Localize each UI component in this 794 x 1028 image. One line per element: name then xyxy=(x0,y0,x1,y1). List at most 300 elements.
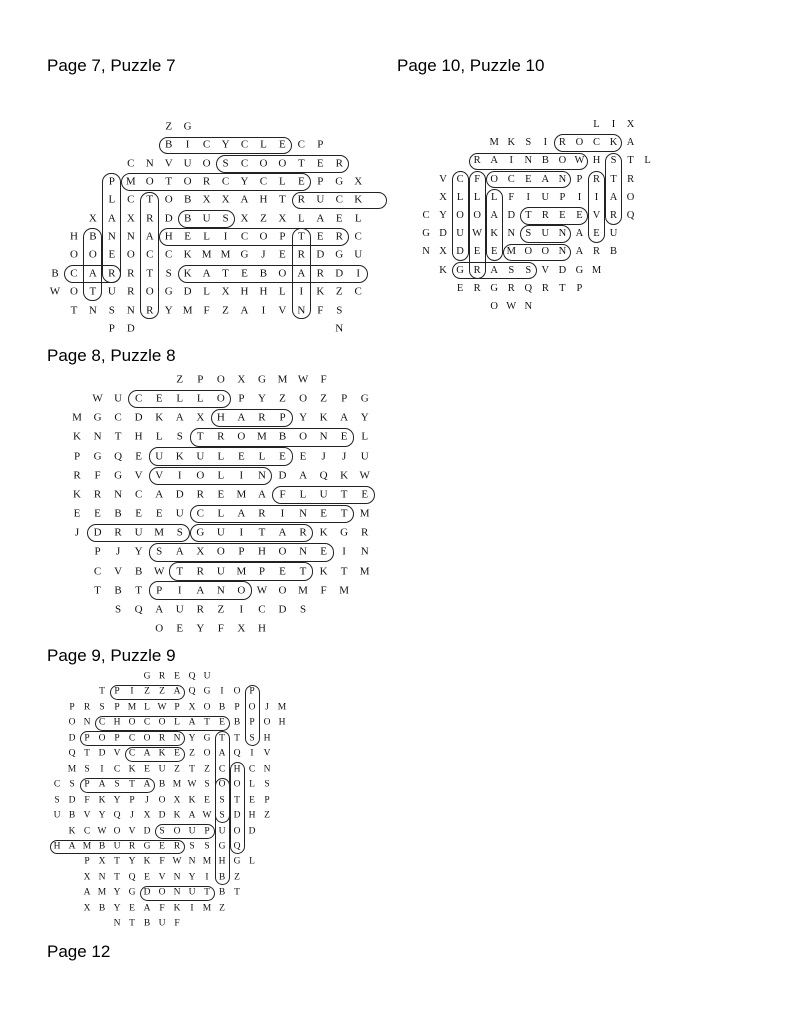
grid-letter: G xyxy=(240,248,249,261)
grid-letter: M xyxy=(67,763,77,774)
grid-letter: U xyxy=(203,671,211,682)
grid-letter: H xyxy=(164,230,173,243)
grid-letter: K xyxy=(319,411,328,424)
grid-letter: N xyxy=(145,157,154,170)
grid-letter: O xyxy=(155,622,164,635)
grid-letter: E xyxy=(490,246,498,258)
grid-letter: O xyxy=(490,173,498,185)
grid-letter: J xyxy=(145,794,149,805)
grid-letter: T xyxy=(610,173,617,185)
grid-letter: S xyxy=(69,779,75,790)
grid-letter: C xyxy=(196,507,204,520)
grid-letter: E xyxy=(184,230,192,243)
grid-letter: O xyxy=(216,545,225,558)
grid-letter: H xyxy=(278,717,286,728)
grid-letter: R xyxy=(316,267,324,280)
grid-letter: N xyxy=(299,507,308,520)
grid-letter: W xyxy=(574,155,585,167)
grid-letter: K xyxy=(175,450,184,463)
grid-letter: H xyxy=(69,230,78,243)
grid-letter: A xyxy=(609,191,618,203)
grid-letter: Z xyxy=(176,373,184,386)
grid-letter: T xyxy=(340,565,348,577)
grid-letter: R xyxy=(146,304,154,316)
grid-letter: E xyxy=(204,794,210,805)
grid-letter: J xyxy=(130,810,134,821)
grid-letter: B xyxy=(98,841,106,852)
grid-letter: P xyxy=(279,230,286,243)
grid-letter: E xyxy=(279,248,286,261)
grid-letter: K xyxy=(490,227,498,239)
grid-letter: Z xyxy=(264,810,270,821)
grid-letter: A xyxy=(240,304,249,316)
grid-letter: O xyxy=(98,733,106,744)
found-word-circle xyxy=(588,171,605,243)
grid-letter: X xyxy=(240,212,249,225)
grid-letter: Z xyxy=(279,392,286,405)
grid-letter: R xyxy=(196,488,204,501)
grid-letter: F xyxy=(474,173,481,185)
grid-letter: K xyxy=(143,856,151,867)
grid-letter: H xyxy=(257,545,266,558)
grid-letter: I xyxy=(100,763,104,774)
grid-letter: L xyxy=(260,138,267,151)
puzzle-9-heading: Page 9, Puzzle 9 xyxy=(47,646,176,665)
grid-letter: E xyxy=(135,507,143,520)
grid-letter: C xyxy=(335,193,343,206)
grid-letter: T xyxy=(222,267,229,280)
grid-letter: K xyxy=(609,136,618,148)
grid-letter: B xyxy=(233,717,241,728)
grid-letter: K xyxy=(439,264,447,276)
grid-letter: O xyxy=(158,794,166,805)
grid-letter: O xyxy=(202,157,211,170)
grid-letter: K xyxy=(73,488,81,501)
grid-letter: F xyxy=(320,373,327,386)
grid-letter: S xyxy=(249,733,255,744)
grid-letter: U xyxy=(113,841,121,852)
grid-letter: S xyxy=(264,779,270,790)
grid-letter: O xyxy=(158,887,166,898)
grid-letter: O xyxy=(299,392,308,405)
grid-letter: X xyxy=(237,622,246,635)
grid-letter: O xyxy=(626,191,635,203)
grid-letter: H xyxy=(53,841,61,852)
grid-letter: O xyxy=(145,175,154,188)
grid-letter: D xyxy=(316,248,325,261)
grid-letter: Y xyxy=(128,856,136,867)
grid-letter: P xyxy=(249,717,255,728)
grid-letter: V xyxy=(128,825,136,836)
grid-letter: J xyxy=(261,248,266,261)
grid-letter: H xyxy=(263,733,271,744)
grid-letter: S xyxy=(156,545,163,558)
grid-letter: G xyxy=(203,686,211,697)
grid-letter: M xyxy=(506,246,516,258)
grid-letter: L xyxy=(217,450,225,463)
grid-letter: G xyxy=(233,856,241,867)
grid-letter: M xyxy=(257,430,267,443)
grid-letter: K xyxy=(73,430,81,443)
grid-letter: O xyxy=(126,248,135,261)
grid-letter: B xyxy=(218,887,226,898)
grid-letter: R xyxy=(158,671,166,682)
grid-letter: M xyxy=(236,488,247,501)
grid-letter: V xyxy=(155,469,164,482)
found-word-circle xyxy=(469,153,588,170)
grid-letter: S xyxy=(508,264,515,276)
grid-letter: J xyxy=(342,450,347,463)
grid-letter: B xyxy=(183,212,192,225)
grid-letter: X xyxy=(626,118,635,130)
grid-letter: H xyxy=(233,763,241,774)
grid-letter: G xyxy=(114,469,123,482)
grid-letter: K xyxy=(183,267,192,280)
grid-letter: O xyxy=(278,267,287,280)
grid-letter: T xyxy=(234,887,240,898)
grid-letter: T xyxy=(176,565,184,577)
grid-letter: X xyxy=(278,212,287,225)
grid-letter: P xyxy=(84,856,90,867)
grid-letter: H xyxy=(248,810,256,821)
grid-letter: G xyxy=(203,733,211,744)
grid-letter: M xyxy=(182,304,193,316)
grid-letter: X xyxy=(83,872,91,883)
grid-letter: S xyxy=(525,264,532,276)
grid-letter: P xyxy=(279,411,286,424)
grid-letter: B xyxy=(51,267,59,280)
grid-letter: A xyxy=(88,267,97,280)
grid-letter: C xyxy=(113,763,121,774)
grid-letter: A xyxy=(490,264,498,276)
grid-letter: A xyxy=(143,903,151,913)
grid-letter: R xyxy=(128,841,136,852)
grid-letter: V xyxy=(263,748,271,759)
grid-letter: D xyxy=(68,733,76,744)
grid-letter: K xyxy=(183,248,192,261)
grid-letter: L xyxy=(174,717,180,728)
grid-letter: C xyxy=(240,157,249,170)
grid-letter: T xyxy=(114,430,122,443)
grid-letter: P xyxy=(264,794,270,805)
grid-letter: O xyxy=(490,300,498,312)
grid-letter: P xyxy=(69,702,75,713)
grid-letter: O xyxy=(68,717,76,728)
grid-letter: E xyxy=(159,841,165,852)
grid-letter: N xyxy=(263,763,271,774)
grid-letter: A xyxy=(297,267,306,280)
grid-letter: I xyxy=(342,545,346,558)
grid-letter: T xyxy=(204,887,210,898)
grid-letter: H xyxy=(134,430,143,443)
grid-letter: E xyxy=(279,138,286,151)
grid-letter: A xyxy=(188,717,196,728)
grid-letter: A xyxy=(175,545,184,558)
grid-letter: G xyxy=(257,373,266,386)
grid-letter: F xyxy=(279,488,286,501)
grid-letter: B xyxy=(541,155,549,167)
grid-letter: U xyxy=(360,450,369,463)
grid-letter: N xyxy=(126,304,135,316)
grid-letter: H xyxy=(592,155,601,167)
grid-letter: W xyxy=(359,469,370,482)
grid-letter: B xyxy=(68,810,76,821)
found-word-circle xyxy=(452,262,537,279)
grid-letter: J xyxy=(265,702,269,713)
grid-letter: E xyxy=(473,246,481,258)
grid-letter: H xyxy=(218,856,226,867)
grid-letter: R xyxy=(146,212,154,225)
grid-letter: Z xyxy=(219,903,225,913)
grid-letter: T xyxy=(89,285,97,298)
grid-letter: A xyxy=(155,603,164,616)
grid-letter: I xyxy=(250,748,254,759)
grid-letter: T xyxy=(299,565,307,577)
grid-letter: B xyxy=(114,584,122,597)
grid-letter: X xyxy=(354,175,363,188)
grid-letter: E xyxy=(174,748,180,759)
grid-letter: D xyxy=(558,264,567,276)
grid-letter: U xyxy=(609,227,618,239)
grid-letter: Z xyxy=(174,763,180,774)
grid-letter: O xyxy=(164,193,173,206)
grid-letter: C xyxy=(70,267,78,280)
grid-letter: K xyxy=(319,526,328,539)
grid-letter: G xyxy=(183,120,192,133)
grid-letter: I xyxy=(239,603,244,616)
grid-letter: V xyxy=(114,565,123,577)
grid-letter: C xyxy=(248,763,256,774)
grid-letter: F xyxy=(159,856,165,867)
grid-letter: T xyxy=(234,733,240,744)
grid-letter: B xyxy=(278,430,287,443)
grid-letter: U xyxy=(319,488,328,501)
grid-letter: P xyxy=(94,545,101,558)
grid-letter: T xyxy=(129,918,135,929)
grid-letter: H xyxy=(257,622,266,635)
grid-letter: C xyxy=(202,138,211,151)
grid-letter: Y xyxy=(113,887,121,898)
grid-letter: O xyxy=(113,825,121,836)
grid-letter: B xyxy=(183,193,192,206)
grid-letter: T xyxy=(279,193,286,206)
grid-letter: N xyxy=(335,322,344,335)
grid-letter: S xyxy=(525,227,532,239)
grid-letter: E xyxy=(174,671,180,682)
grid-letter: E xyxy=(340,430,348,443)
grid-letter: F xyxy=(203,304,210,316)
grid-letter: O xyxy=(575,136,584,148)
grid-letter: U xyxy=(316,193,325,206)
grid-letter: A xyxy=(98,779,106,790)
grid-letter: L xyxy=(217,469,225,482)
grid-letter: M xyxy=(591,264,602,276)
grid-letter: C xyxy=(165,248,173,261)
found-word-circle xyxy=(486,171,571,188)
grid-letter: S xyxy=(219,810,225,821)
grid-letter: G xyxy=(93,450,102,463)
grid-letter: R xyxy=(83,702,91,713)
grid-letter: P xyxy=(156,584,163,597)
grid-letter: U xyxy=(158,763,166,774)
grid-letter: L xyxy=(456,191,464,203)
grid-letter: C xyxy=(297,138,306,151)
grid-letter: T xyxy=(165,175,173,188)
grid-letter: C xyxy=(146,248,154,261)
grid-letter: U xyxy=(158,918,166,929)
grid-letter: I xyxy=(130,686,134,697)
grid-letter: U xyxy=(107,285,116,298)
grid-letter: E xyxy=(320,507,327,520)
grid-letter: Z xyxy=(144,686,150,697)
grid-letter: G xyxy=(335,175,344,188)
grid-letter: H xyxy=(259,285,268,298)
grid-letter: W xyxy=(506,300,517,312)
grid-letter: U xyxy=(114,392,123,405)
grid-letter: G xyxy=(360,392,369,405)
grid-letter: B xyxy=(610,246,618,258)
grid-letter: N xyxy=(422,246,430,258)
grid-letter: Y xyxy=(196,622,205,635)
grid-letter: Z xyxy=(204,763,210,774)
grid-letter: E xyxy=(559,209,566,221)
grid-letter: T xyxy=(189,763,195,774)
grid-letter: C xyxy=(507,173,515,185)
grid-letter: X xyxy=(98,856,106,867)
grid-letter: R xyxy=(335,230,343,243)
grid-letter: V xyxy=(113,748,121,759)
grid-letter: M xyxy=(154,526,165,539)
grid-letter: Q xyxy=(188,671,196,682)
grid-letter: X xyxy=(188,702,196,713)
grid-letter: O xyxy=(263,717,271,728)
grid-letter: O xyxy=(158,717,166,728)
grid-letter: Z xyxy=(335,285,343,298)
grid-letter: C xyxy=(93,565,102,577)
grid-letter: O xyxy=(278,157,287,170)
grid-letter: E xyxy=(155,392,163,405)
grid-letter: U xyxy=(541,191,550,203)
grid-letter: E xyxy=(135,450,143,463)
grid-letter: L xyxy=(249,856,255,867)
grid-letter: M xyxy=(298,584,308,597)
grid-letter: T xyxy=(297,157,305,170)
grid-letter: P xyxy=(238,545,245,558)
grid-letter: P xyxy=(114,733,120,744)
grid-letter: Z xyxy=(260,212,267,225)
grid-letter: I xyxy=(299,285,304,298)
grid-letter: T xyxy=(84,748,90,759)
grid-letter: U xyxy=(216,565,225,577)
grid-letter: W xyxy=(153,565,165,577)
grid-letter: D xyxy=(126,322,135,335)
grid-letter: P xyxy=(317,138,324,151)
grid-letter: B xyxy=(218,872,226,883)
grid-letter: I xyxy=(611,118,616,130)
grid-letter: U xyxy=(155,450,164,463)
grid-letter: Y xyxy=(188,872,196,883)
grid-letter: I xyxy=(190,903,194,913)
grid-letter: G xyxy=(335,248,344,261)
grid-letter: A xyxy=(278,526,287,539)
grid-letter: C xyxy=(354,285,362,298)
grid-letter: M xyxy=(125,175,136,188)
grid-letter: Z xyxy=(217,603,225,616)
grid-letter: Q xyxy=(319,469,328,482)
grid-letter: P xyxy=(84,779,90,790)
grid-letter: U xyxy=(175,507,184,520)
grid-letter: A xyxy=(316,212,325,225)
grid-letter: I xyxy=(543,136,548,148)
grid-letter: S xyxy=(525,136,532,148)
grid-letter: X xyxy=(221,193,230,206)
grid-letter: R xyxy=(196,565,204,577)
grid-letter: C xyxy=(240,138,249,151)
grid-letter: N xyxy=(107,230,116,243)
grid-letter: L xyxy=(217,507,225,520)
grid-letter: V xyxy=(439,173,447,185)
grid-letter: W xyxy=(49,285,61,298)
grid-letter: D xyxy=(183,285,192,298)
grid-letter: X xyxy=(83,903,91,913)
grid-letter: X xyxy=(143,810,151,821)
grid-letter: U xyxy=(218,825,226,836)
grid-letter: G xyxy=(164,285,173,298)
grid-letter: A xyxy=(240,193,249,206)
grid-letter: Q xyxy=(524,282,533,294)
grid-letter: R xyxy=(592,246,601,258)
grid-letter: V xyxy=(278,304,287,316)
grid-letter: M xyxy=(201,248,212,261)
grid-letter: S xyxy=(165,267,172,280)
grid-letter: Y xyxy=(113,903,121,913)
grid-letter: B xyxy=(158,779,166,790)
grid-letter: M xyxy=(277,373,288,386)
grid-letter: A xyxy=(155,488,164,501)
grid-letter: K xyxy=(340,469,349,482)
grid-letter: T xyxy=(114,856,120,867)
grid-letter: Z xyxy=(159,686,165,697)
grid-letter: K xyxy=(155,411,164,424)
found-word-circle xyxy=(469,171,486,279)
grid-letter: I xyxy=(261,304,266,316)
grid-letter: E xyxy=(299,450,307,463)
grid-letter: W xyxy=(202,810,212,821)
found-word-circle xyxy=(486,189,503,261)
grid-letter: G xyxy=(143,671,151,682)
grid-letter: O xyxy=(69,285,78,298)
grid-letter: G xyxy=(456,264,464,276)
grid-letter: L xyxy=(203,285,210,298)
grid-letter: R xyxy=(127,285,135,298)
grid-letter: A xyxy=(541,173,550,185)
grid-letter: P xyxy=(234,702,240,713)
grid-letter: M xyxy=(277,702,287,713)
grid-letter: Z xyxy=(222,304,229,316)
grid-letter: R xyxy=(473,282,481,294)
grid-letter: R xyxy=(73,469,81,482)
grid-letter: A xyxy=(107,212,116,225)
grid-letter: R xyxy=(335,157,343,170)
found-word-circle xyxy=(452,171,469,261)
grid-letter: R xyxy=(541,209,549,221)
grid-letter: N xyxy=(173,872,181,883)
grid-letter: E xyxy=(94,507,101,520)
grid-letter: D xyxy=(507,209,516,221)
grid-letter: F xyxy=(217,622,224,635)
grid-letter: X xyxy=(88,212,97,225)
grid-letter: R xyxy=(173,841,181,852)
